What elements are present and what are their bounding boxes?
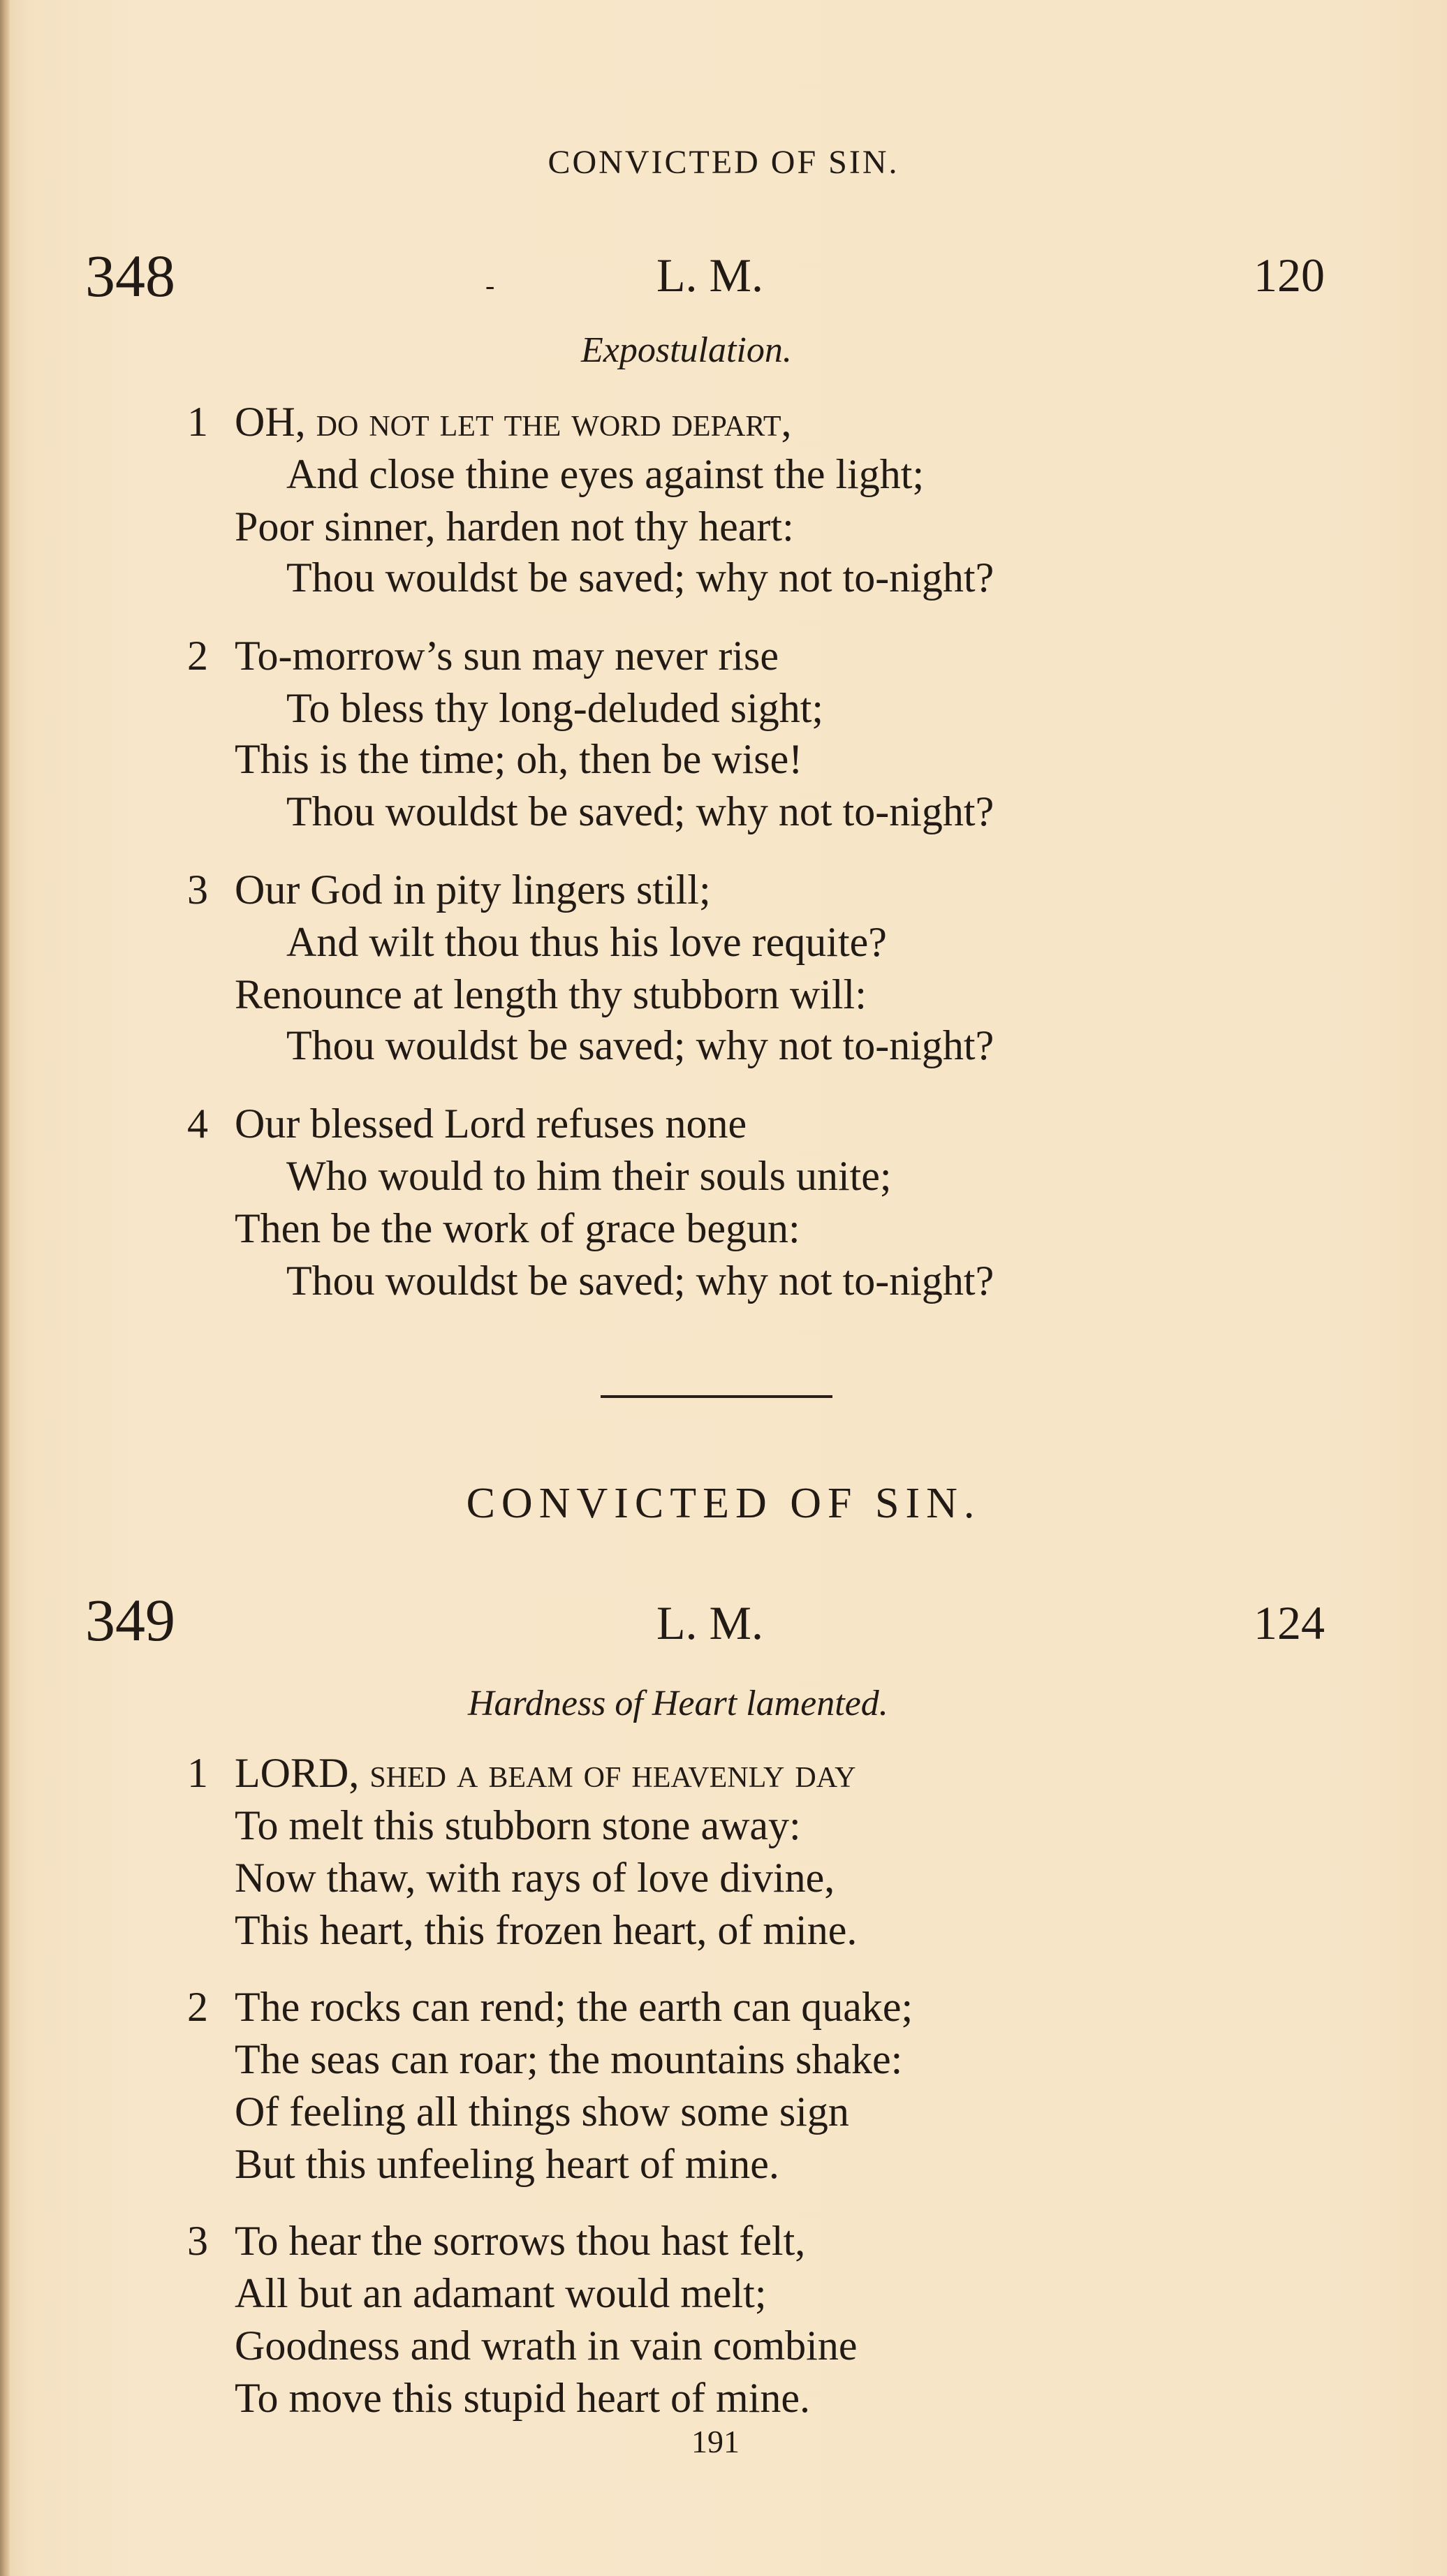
ornament-dash: -: [485, 270, 495, 301]
verse-line: And wilt thou thus his love requite?: [286, 919, 887, 965]
verse-line: This heart, this frozen heart, of mine.: [235, 1907, 858, 1953]
verse-line: Of feeling all things show some sign: [235, 2089, 849, 2135]
verse-line: The seas can roar; the mountains shake:: [235, 2036, 903, 2082]
hymn-number: 348: [85, 242, 175, 309]
section-heading: CONVICTED OF SIN.: [466, 1480, 981, 1527]
verse-line: The rocks can rend; the earth can quake;: [235, 1984, 913, 2030]
verse-line: [235, 398, 792, 446]
page-number: 191: [691, 2424, 740, 2459]
verse-line: All but an adamant would melt;: [235, 2270, 767, 2316]
verse-line: [235, 1749, 856, 1797]
hymn-subtitle: Hardness of Heart lamented.: [468, 1684, 888, 1723]
verse-line: Poor sinner, harden not thy heart:: [235, 503, 794, 550]
verse-line: Our blessed Lord refuses none: [235, 1101, 747, 1147]
verse-number: 1: [187, 1750, 208, 1796]
verse-line: To bless thy long-deluded sight;: [286, 685, 824, 731]
verse-line: This is the time; oh, then be wise!: [235, 736, 803, 782]
hymn-number: 349: [85, 1587, 175, 1654]
verse-line: Thou wouldst be saved; why not to-night?: [286, 1258, 994, 1304]
verse-line: Thou wouldst be saved; why not to-night?: [286, 788, 994, 834]
verse-line: To melt this stubborn stone away:: [235, 1802, 801, 1848]
verse-line-text: LORD, shed a beam of heavenly day: [235, 1750, 856, 1796]
verse-line: Thou wouldst be saved; why not to-night?: [286, 554, 994, 601]
running-head: CONVICTED OF SIN.: [548, 144, 899, 181]
verse-line: And close thine eyes against the light;: [286, 451, 925, 497]
verse-line: Goodness and wrath in vain combine: [235, 2323, 858, 2369]
verse-line: Our God in pity lingers still;: [235, 867, 711, 913]
hymn-meter: L. M.: [656, 1596, 763, 1649]
hymn-meter: L. M.: [656, 249, 763, 302]
verse-line: Who would to him their souls unite;: [286, 1153, 892, 1199]
verse-line: Thou wouldst be saved; why not to-night?: [286, 1022, 994, 1068]
verse-line: Renounce at length thy stubborn will:: [235, 971, 867, 1017]
section-divider: [601, 1395, 832, 1398]
verse-line-text: OH, do not let the word depart,: [235, 399, 792, 445]
verse-number: 2: [187, 633, 208, 679]
verse-line: To hear the sorrows thou hast felt,: [235, 2218, 806, 2264]
page-binding-edge: [0, 0, 10, 2576]
verse-number: 4: [187, 1101, 208, 1147]
tune-number: 124: [1254, 1596, 1325, 1649]
hymn-subtitle: Expostulation.: [581, 330, 792, 370]
tune-number: 120: [1254, 249, 1325, 302]
verse-line: To move this stupid heart of mine.: [235, 2375, 811, 2421]
verse-line: Then be the work of grace begun:: [235, 1205, 800, 1251]
verse-line: But this unfeeling heart of mine.: [235, 2141, 779, 2187]
verse-line: Now thaw, with rays of love divine,: [235, 1855, 835, 1901]
verse-line: To-morrow’s sun may never rise: [235, 633, 779, 679]
verse-number: 3: [187, 2218, 208, 2264]
verse-number: 1: [187, 399, 208, 445]
verse-number: 2: [187, 1984, 208, 2030]
verse-number: 3: [187, 867, 208, 913]
